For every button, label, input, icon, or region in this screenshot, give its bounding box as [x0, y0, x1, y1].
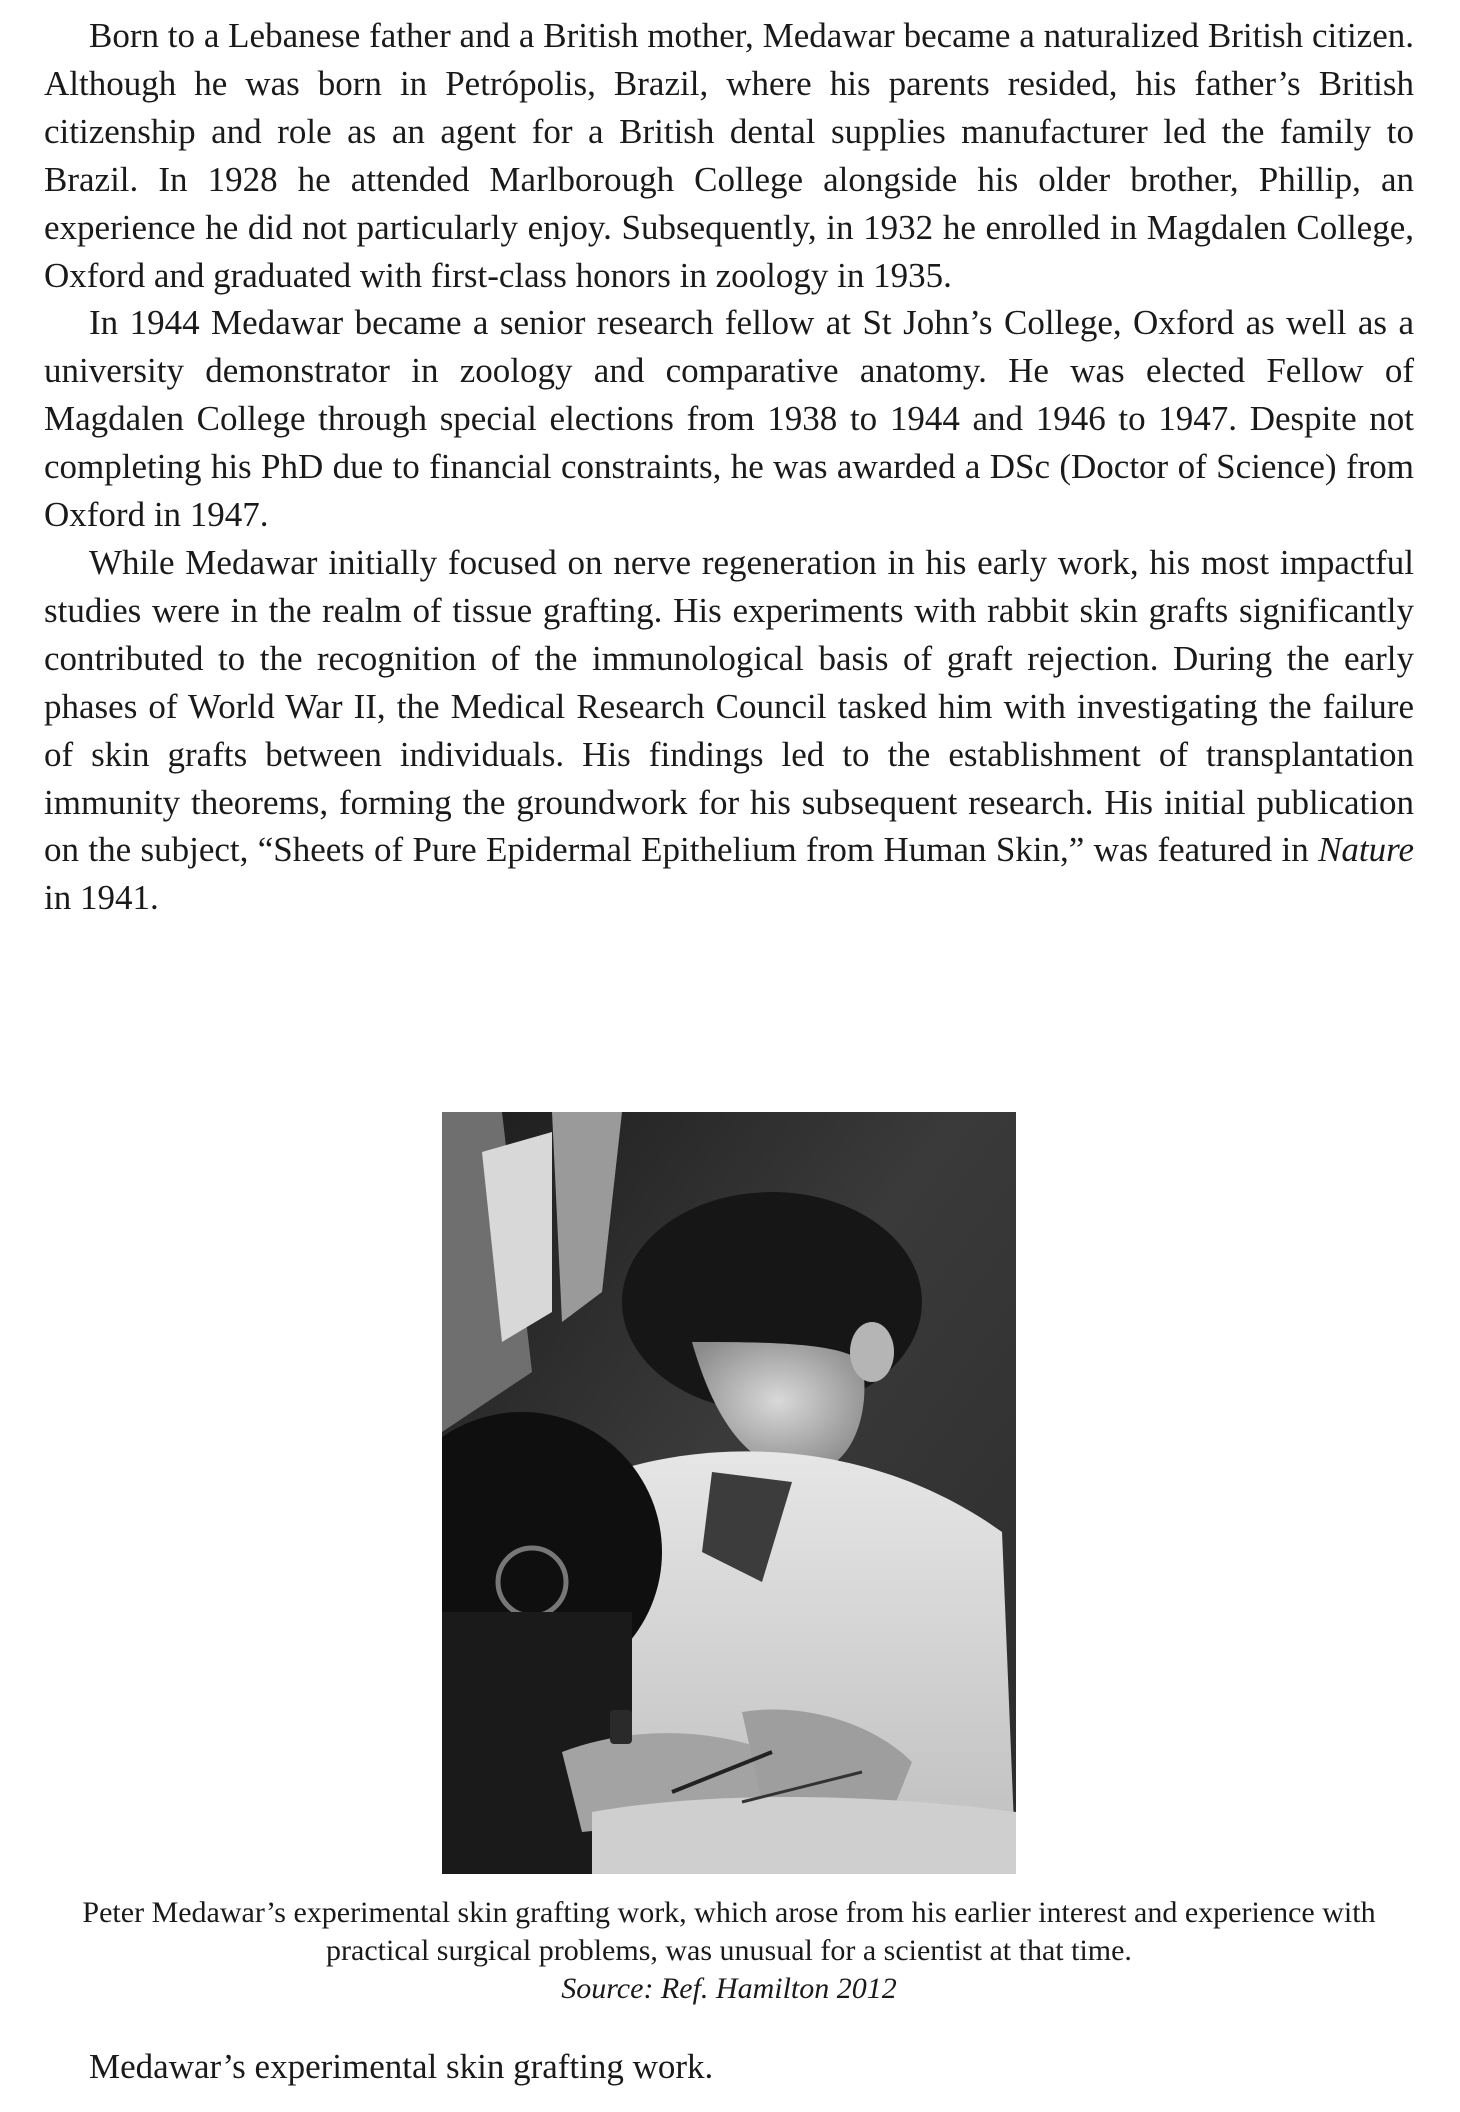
text-run: While Medawar initially focused on nerve regeneration in his early work, his most impactful studies were in the realm of tissue grafting. His experiments with rabbit skin grafts significantly contributed to the recognition of the immunological basis of graft rejection. During the early phases of World War II, the Medical Research Council tasked him with investigating the failure of skin grafts between individuals. His findings led to the establishment of transplantation immunity theorems, forming the groundwork for his subsequent research. His initial publication on the subject, “Sheets of Pure Epidermal Epithelium from Human Skin,” was featured in — [44, 542, 1414, 870]
text-run: In 1944 Medawar became a senior research fellow at St John’s College, Oxford as well as a university demonstrator in zoology and comparative anatomy. He was elected Fellow of Magdalen College through special elections from 1938 to 1944 and 1946 to 1947. Despite not completing his PhD due to financial constraints, he was awarded a DSc (Doctor of Science) from Oxford in 1947. — [44, 303, 1414, 535]
body-text — [44, 12, 1414, 922]
paragraph — [44, 539, 1414, 922]
caption-text: Peter Medawar’s experimental skin grafting work, which arose from his earlier interest and experience with practical surgical problems, was unusual for a scientist at that time. — [82, 1896, 1376, 1967]
text-run: Born to a Lebanese father and a British mother, Medawar became a naturalized British citizen. Although he was born in Petrópolis, Brazil, where his parents resided, his father’s British citizenship and role as an agent for a British dental supplies manufacturer led the family to Brazil. In 1928 he attended Marlborough College alongside his older brother, Phillip, an experience he did not particularly enjoy. Subsequently, in 1932 he enrolled in Magdalen College, Oxford and graduated with first-class honors in zoology in 1935. — [44, 16, 1414, 295]
figure-photo — [442, 1112, 1016, 1874]
text-run: in 1941. — [44, 878, 159, 918]
paragraph — [44, 299, 1414, 539]
photo-medawar-grafting — [442, 1112, 1016, 1874]
italic-text: Nature — [1318, 830, 1414, 870]
figure-caption — [44, 1894, 1414, 2008]
trailing-text: Medawar’s experimental skin grafting work. — [89, 2047, 714, 2086]
paragraph — [44, 12, 1414, 299]
caption-source: Source: Ref. Hamilton 2012 — [561, 1972, 897, 2005]
